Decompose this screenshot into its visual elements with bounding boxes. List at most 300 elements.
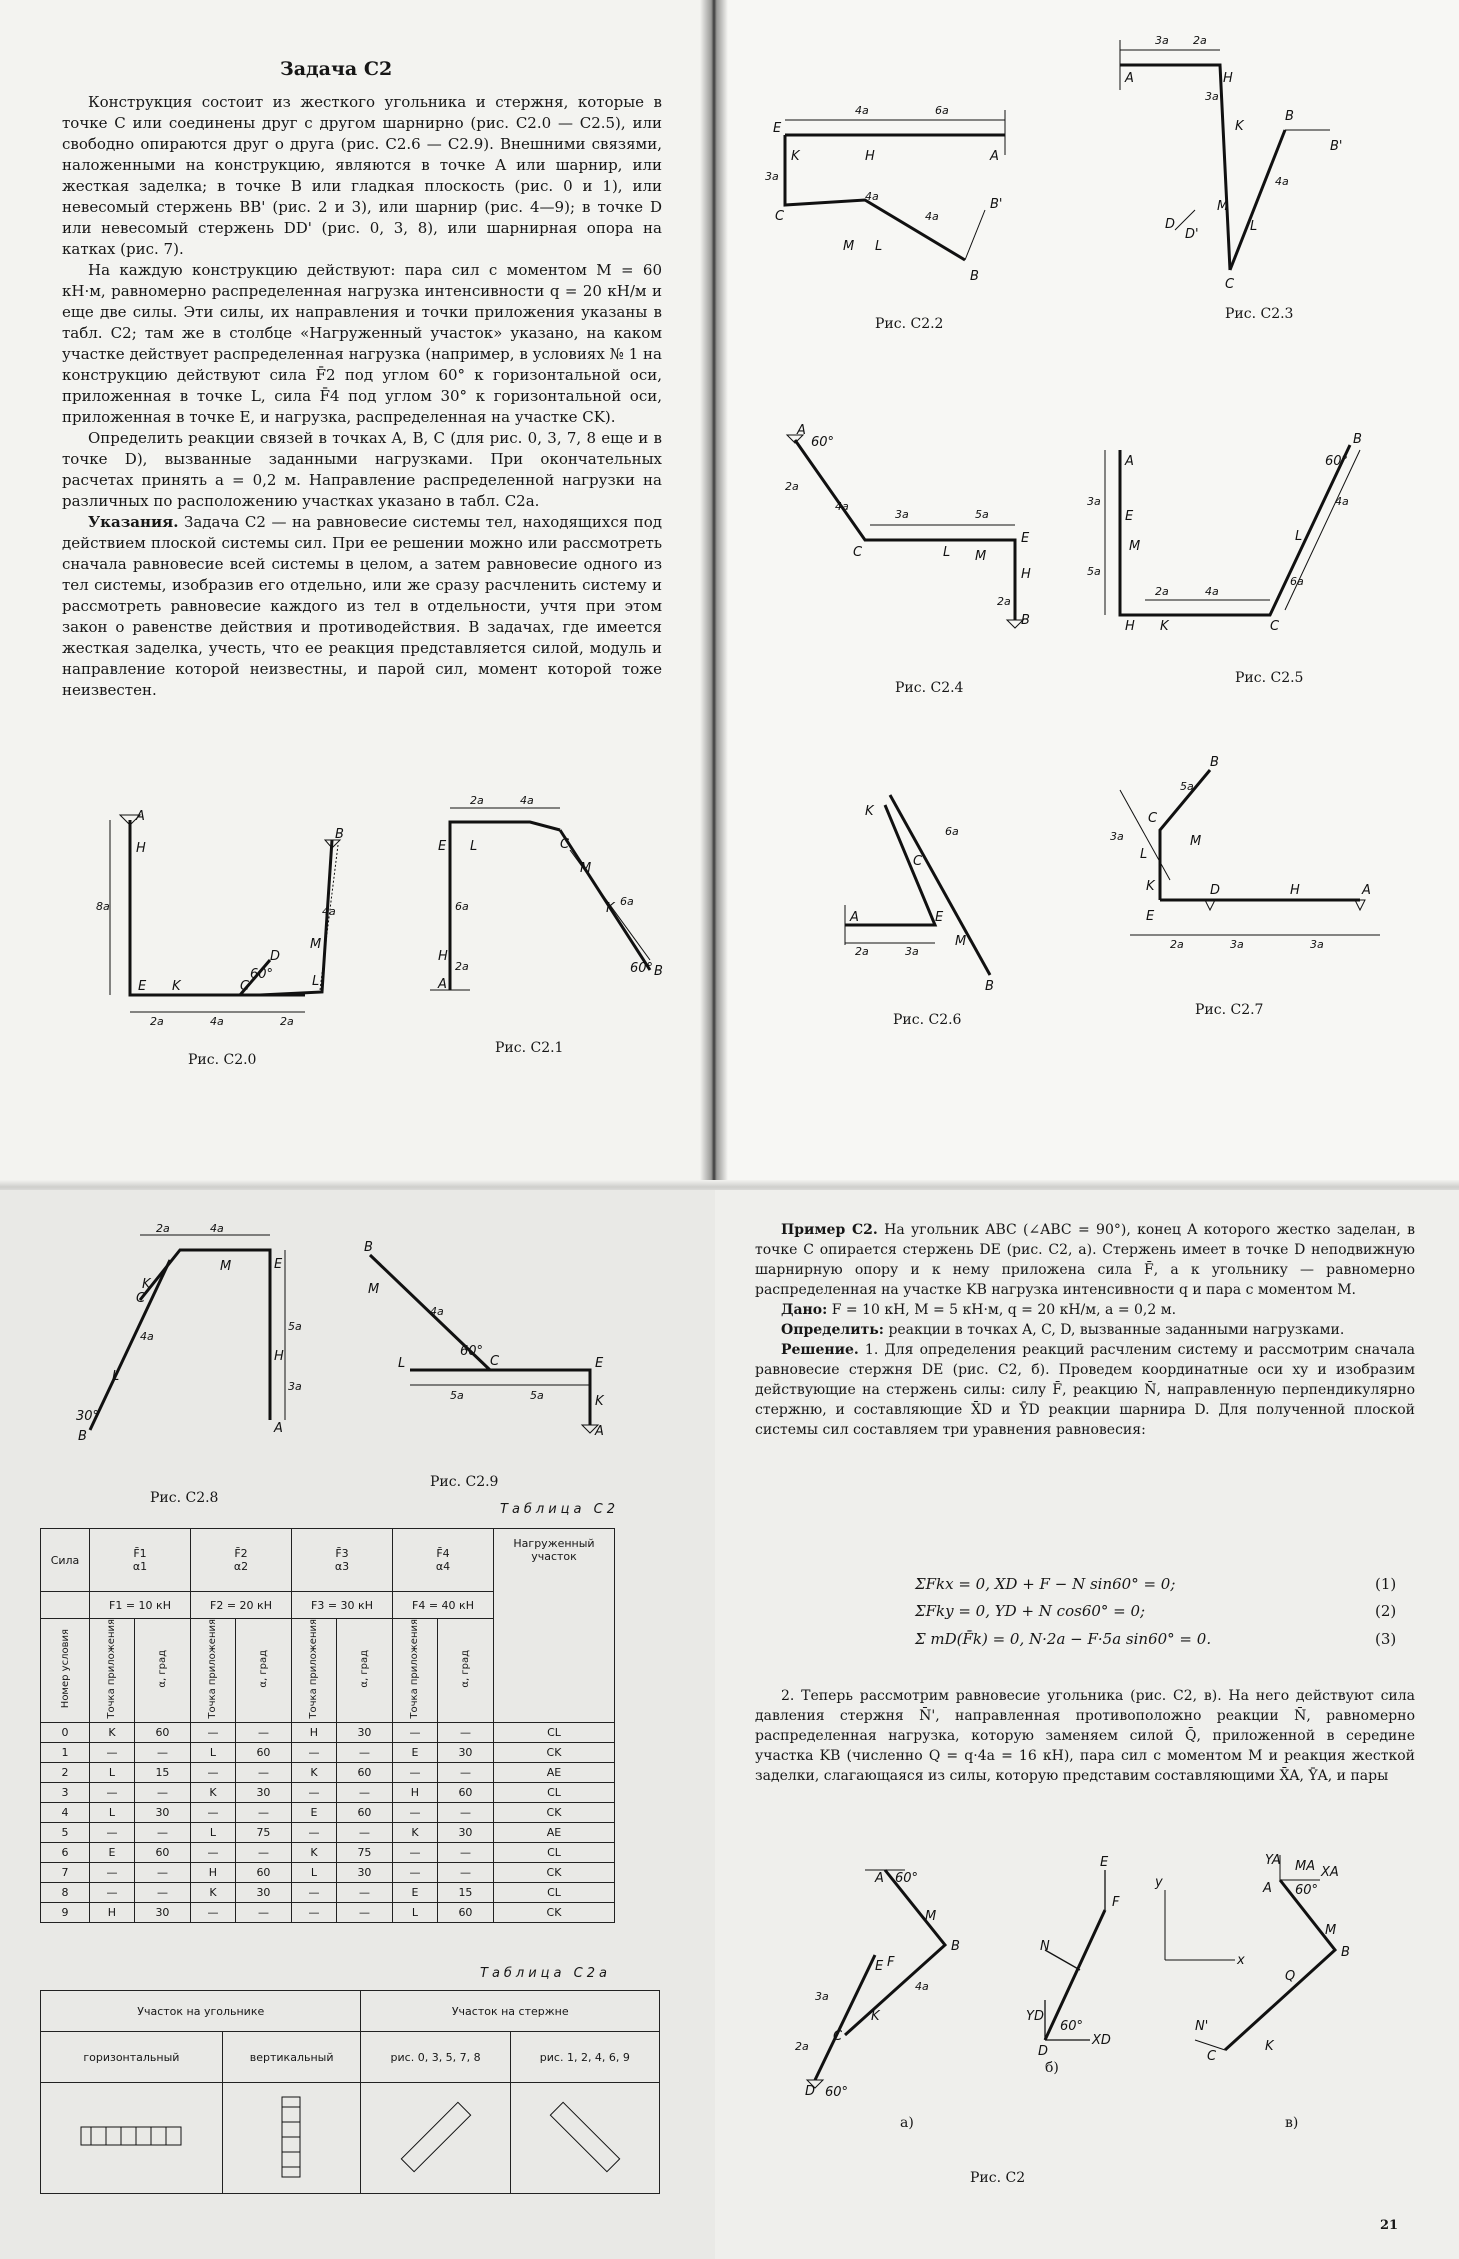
svg-text:K: K — [791, 149, 800, 164]
t2a-rod-header: Участок на стержне — [361, 1991, 660, 2032]
table-cell: — — [437, 1862, 493, 1882]
table-cell: — — [235, 1762, 291, 1782]
svg-text:6a: 6a — [620, 895, 634, 908]
table-cell: L — [292, 1862, 337, 1882]
t2a-figs-b: рис. 1, 2, 4, 6, 9 — [510, 2032, 659, 2083]
svg-text:A: A — [797, 423, 806, 438]
table-cell: E — [292, 1802, 337, 1822]
svg-text:H: H — [136, 841, 146, 856]
svg-text:C: C — [913, 854, 923, 869]
table-row — [41, 1842, 615, 1862]
figure-c2-4-caption: Рис. С2.4 — [895, 680, 964, 696]
table-cell: 60 — [336, 1802, 392, 1822]
figure-c2-a-label: а) — [900, 2115, 914, 2131]
svg-text:A: A — [875, 1871, 884, 1886]
svg-text:60°: 60° — [1060, 2019, 1084, 2034]
svg-text:A: A — [595, 1424, 604, 1439]
page-title: Задача С2 — [280, 58, 393, 80]
svg-text:N': N' — [1195, 2019, 1209, 2034]
equation-2-number: (2) — [1375, 1602, 1397, 1620]
svg-text:60°: 60° — [250, 967, 274, 982]
table-cell: — — [235, 1902, 291, 1922]
table-cell: — — [437, 1802, 493, 1822]
svg-text:B: B — [364, 1240, 373, 1255]
table-cell: E — [393, 1882, 438, 1902]
example-paragraph: Пример С2. На угольник ABC (∠ABC = 90°), конец A которого жестко заделан, в точке C опирается стержень DE (рис. С2, а). Стержень имеет в точке D неподвижную шарнирную опору и к нему приложена сила F̄, а к угольнику — равномерно распределенная на участке KB нагрузка интенсивности q и пара с моментом M. — [755, 1222, 1416, 1298]
svg-text:K: K — [1146, 879, 1155, 894]
svg-text:E: E — [1100, 1855, 1109, 1870]
solution-paragraph-1: Решение. 1. Для определения реакций расчленим систему и рассмотрим сначала равновесие стержня DE (рис. С2, б). Проведем координатные оси xy и изобразим действующие на стержень силы: силу F̄, реакцию N̄, направленную перпендикулярно стержню, и составляющие X̄D и ȲD реакции шарнира D. Для полученной плоской системы сил составляем три уравнения равновесия: — [755, 1342, 1415, 1438]
loaded-section-cell: CL — [494, 1882, 615, 1902]
task-paragraph: Определить реакции связей в точках A, B, C (для рис. 0, 3, 7, 8 еще и в точке D), вызванные заданными нагрузками. При окончательных расчетах принять a = 0,2 м. Направление распределенной нагрузки на различных по расположению участках указано в табл. С2а. — [62, 429, 662, 510]
table-cell: H — [393, 1782, 438, 1802]
hint-label: Указания. — [88, 513, 179, 531]
svg-text:y: y — [1155, 1875, 1163, 1890]
table-cell: 30 — [336, 1862, 392, 1882]
table-row — [41, 1782, 615, 1802]
table-row — [41, 1902, 615, 1922]
table-cell: — — [134, 1882, 190, 1902]
example-text — [755, 1220, 1415, 1440]
table-cell: — — [90, 1882, 135, 1902]
svg-text:H: H — [1021, 567, 1031, 582]
figure-c2-0-caption: Рис. С2.0 — [188, 1052, 257, 1068]
svg-text:60°: 60° — [895, 1871, 919, 1886]
equation-2: ΣFky = 0, YD + N cos60° = 0; — [915, 1602, 1146, 1620]
cond-number-header: Номер условия — [59, 1629, 71, 1709]
table-cell: K — [393, 1822, 438, 1842]
figure-c2-5-caption: Рис. С2.5 — [1235, 670, 1304, 686]
equation-1-number: (1) — [1375, 1575, 1397, 1593]
figure-c2-1-caption: Рис. С2.1 — [495, 1040, 564, 1056]
svg-text:6a: 6a — [1290, 575, 1304, 588]
table-cell: — — [393, 1862, 438, 1882]
svg-text:L: L — [398, 1356, 406, 1371]
svg-text:M: M — [368, 1282, 380, 1297]
t2a-load-vertical — [222, 2083, 361, 2194]
table-cell: K — [191, 1782, 236, 1802]
svg-text:C: C — [775, 209, 785, 224]
table-cell: H — [191, 1862, 236, 1882]
table-cell: — — [235, 1802, 291, 1822]
page-number: 21 — [1380, 2218, 1399, 2233]
condition-number-cell: 0 — [41, 1722, 90, 1742]
table-cell: 60 — [437, 1782, 493, 1802]
svg-text:D: D — [1165, 217, 1176, 232]
svg-text:60°: 60° — [460, 1344, 484, 1359]
svg-text:4a: 4a — [1335, 495, 1349, 508]
svg-text:C: C — [1148, 811, 1158, 826]
table-cell: — — [90, 1782, 135, 1802]
svg-text:L: L — [875, 239, 883, 254]
table-cell: — — [393, 1842, 438, 1862]
page-bottom-right — [715, 1190, 1459, 2259]
figure-c2-caption: Рис. С2 — [970, 2170, 1026, 2186]
table-cell: — — [134, 1742, 190, 1762]
svg-text:E: E — [1021, 531, 1030, 546]
loaded-section-cell: CL — [494, 1722, 615, 1742]
svg-text:5a: 5a — [450, 1389, 464, 1402]
svg-text:4a: 4a — [1275, 175, 1289, 188]
find-paragraph: Определить: реакции в точках A, C, D, вызванные заданными нагрузками. — [781, 1322, 1345, 1338]
hint-text: Задача С2 — на равновесие системы тел, находящихся под действием плоской системы сил. При ее решении можно или рассмотреть сначала равновесие всей системы в целом, а затем равновесие одного из тел системы, изобразив его отдельно, или же сразу расчленить систему и рассмотреть равновесие каждого из тел в отдельности, учтя при этом закон о равенстве действия и противодействия. В задачах, где имеется жесткая заделка, учесть, что ее реакция представляется силой, модуль и направление которой неизвестны, и парой сил, момент которой тоже неизвестен. — [62, 513, 662, 699]
svg-text:5a: 5a — [530, 1389, 544, 1402]
svg-text:K: K — [1160, 619, 1169, 634]
svg-text:K: K — [871, 2009, 880, 2024]
table-cell: 60 — [235, 1862, 291, 1882]
table-cell: — — [191, 1802, 236, 1822]
svg-text:M: M — [1190, 834, 1202, 849]
loaded-section-cell: CK — [494, 1802, 615, 1822]
svg-text:4a: 4a — [430, 1305, 444, 1318]
t2a-load-rod-b — [510, 2083, 659, 2194]
condition-number-cell: 4 — [41, 1802, 90, 1822]
svg-text:YA: YA — [1265, 1853, 1281, 1868]
loaded-section-cell: CK — [494, 1862, 615, 1882]
table-cell: 30 — [437, 1742, 493, 1762]
figure-c2-c-label: в) — [1285, 2115, 1299, 2131]
page-top-right — [715, 0, 1459, 1190]
table-cell: — — [336, 1822, 392, 1842]
svg-text:B: B — [985, 979, 994, 994]
svg-text:4a: 4a — [520, 794, 534, 807]
t2a-corner-header: Участок на угольнике — [41, 1991, 361, 2032]
figure-c2-2 — [765, 40, 1035, 310]
svg-text:E: E — [138, 979, 147, 994]
table-row — [41, 1742, 615, 1762]
svg-text:K: K — [172, 979, 181, 994]
svg-text:2a: 2a — [997, 595, 1011, 608]
table-row — [41, 1882, 615, 1902]
loads-paragraph: На каждую конструкцию действуют: пара сил с моментом M = 60 кН·м, равномерно распределенная нагрузка интенсивности q = 20 кН/м и еще две силы. Эти силы, их направления и точки приложения указаны в табл. С2; там же в столбце «Нагруженный участок» указано, на каком участке действует распределенная нагрузка (например, в условиях № 1 на конструкцию действуют сила F̄2 под углом 60° к горизонтальной оси, приложенная в точке L, сила F̄4 под углом 30° к горизонтальной оси, приложенная в точке E, и нагрузка, распределенная на участке CK). — [62, 261, 662, 426]
figure-c2-6-caption: Рис. С2.6 — [893, 1012, 962, 1028]
svg-text:A: A — [274, 1421, 283, 1436]
svg-text:2a: 2a — [795, 2040, 809, 2053]
svg-text:B': B' — [1330, 139, 1343, 154]
svg-text:A: A — [1125, 454, 1134, 469]
table-cell: — — [437, 1722, 493, 1742]
table-cell: — — [90, 1742, 135, 1762]
table-cell: — — [292, 1782, 337, 1802]
table-cell: — — [90, 1862, 135, 1882]
svg-text:3a: 3a — [1205, 90, 1219, 103]
table-cell: — — [437, 1842, 493, 1862]
svg-text:M: M — [955, 934, 967, 949]
table-cell: — — [393, 1802, 438, 1822]
figure-c2-3-caption: Рис. С2.3 — [1225, 306, 1294, 322]
svg-text:L: L — [470, 839, 478, 854]
condition-number-cell: 3 — [41, 1782, 90, 1802]
svg-text:A: A — [438, 977, 447, 992]
svg-text:60°: 60° — [811, 435, 835, 450]
table-cell: 30 — [134, 1902, 190, 1922]
svg-text:60°: 60° — [630, 961, 654, 976]
table-cell: L — [191, 1822, 236, 1842]
svg-text:MA: MA — [1295, 1859, 1316, 1874]
svg-text:F: F — [1112, 1895, 1120, 1910]
table-cell: L — [191, 1742, 236, 1762]
svg-text:XD: XD — [1092, 2033, 1111, 2048]
figure-c2-9 — [350, 1235, 680, 1445]
force-4-value: F4 = 40 кН — [393, 1592, 494, 1619]
header-loaded-section: Нагруженный участок — [494, 1529, 615, 1723]
table-cell: — — [235, 1722, 291, 1742]
table-row — [41, 1802, 615, 1822]
svg-text:L: L — [1250, 219, 1258, 234]
svg-text:B': B' — [990, 197, 1003, 212]
svg-text:2a: 2a — [156, 1222, 170, 1235]
condition-number-cell: 1 — [41, 1742, 90, 1762]
loaded-section-cell: CK — [494, 1742, 615, 1762]
svg-text:2a: 2a — [455, 960, 469, 973]
svg-text:H: H — [274, 1349, 284, 1364]
svg-text:M: M — [1217, 199, 1229, 214]
table-cell: 15 — [134, 1762, 190, 1782]
svg-text:4a: 4a — [915, 1980, 929, 1993]
svg-text:B: B — [1341, 1945, 1350, 1960]
svg-text:6a: 6a — [455, 900, 469, 913]
svg-text:3a: 3a — [1087, 495, 1101, 508]
figure-c2-b — [1020, 1850, 1150, 2080]
svg-text:2a: 2a — [470, 794, 484, 807]
condition-number-cell: 2 — [41, 1762, 90, 1782]
given-paragraph: Дано: F = 10 кН, M = 5 кН·м, q = 20 кН/м, a = 0,2 м. — [781, 1302, 1177, 1318]
svg-text:2a: 2a — [1155, 585, 1169, 598]
svg-text:M: M — [220, 1259, 232, 1274]
svg-text:E: E — [1125, 509, 1134, 524]
table-cell: H — [292, 1722, 337, 1742]
svg-text:4a: 4a — [855, 104, 869, 117]
table-cell: — — [292, 1882, 337, 1902]
svg-text:K: K — [1265, 2039, 1274, 2054]
svg-text:C: C — [833, 2029, 843, 2044]
table-cell: L — [393, 1902, 438, 1922]
figure-c2-8-caption: Рис. С2.8 — [150, 1490, 219, 1506]
svg-text:5a: 5a — [1180, 780, 1194, 793]
svg-text:3a: 3a — [905, 945, 919, 958]
table-cell: — — [336, 1742, 392, 1762]
table-row — [41, 1862, 615, 1882]
table-cell: — — [393, 1722, 438, 1742]
svg-text:4a: 4a — [322, 905, 336, 918]
figure-c2-1 — [410, 790, 680, 1010]
hint-paragraph — [62, 512, 662, 701]
svg-text:3a: 3a — [1155, 34, 1169, 47]
t2a-horizontal: горизонтальный — [41, 2032, 223, 2083]
table-row — [41, 1822, 615, 1842]
figure-c2-2-caption: Рис. С2.2 — [875, 316, 944, 332]
svg-text:E: E — [1146, 909, 1155, 924]
svg-text:L: L — [1295, 529, 1303, 544]
table-cell: 75 — [235, 1822, 291, 1842]
svg-text:C: C — [1270, 619, 1280, 634]
svg-text:C: C — [136, 1291, 146, 1306]
svg-text:B: B — [1210, 755, 1219, 770]
force-3-value: F3 = 30 кН — [292, 1592, 393, 1619]
table-cell: — — [437, 1762, 493, 1782]
svg-text:K: K — [142, 1277, 151, 1292]
svg-text:2a: 2a — [150, 1015, 164, 1028]
header-force-3: F̄3 α3 — [292, 1529, 393, 1592]
loaded-section-cell: CL — [494, 1842, 615, 1862]
solution-text-2 — [755, 1686, 1415, 1786]
header-force-1: F̄1 α1 — [90, 1529, 191, 1592]
svg-text:N: N — [1040, 1939, 1050, 1954]
svg-text:B: B — [1285, 109, 1294, 124]
figure-c2-4 — [775, 410, 1075, 640]
table-cell: E — [393, 1742, 438, 1762]
table-cell: — — [134, 1862, 190, 1882]
table-cell: 60 — [134, 1722, 190, 1742]
table-cell: — — [292, 1742, 337, 1762]
svg-text:D: D — [270, 949, 281, 964]
svg-text:M: M — [310, 937, 322, 952]
svg-text:30°: 30° — [76, 1409, 100, 1424]
figure-c2-a — [775, 1850, 1015, 2120]
svg-text:A: A — [1263, 1881, 1272, 1896]
svg-text:2a: 2a — [280, 1015, 294, 1028]
svg-text:2a: 2a — [1170, 938, 1184, 951]
svg-text:B: B — [951, 1939, 960, 1954]
svg-text:K: K — [606, 901, 615, 916]
condition-number-cell: 8 — [41, 1882, 90, 1902]
svg-text:H: H — [438, 949, 448, 964]
figure-c2-0 — [90, 800, 350, 1040]
svg-text:H: H — [1125, 619, 1135, 634]
table-c2-header-row — [41, 1529, 615, 1592]
page-top-left — [0, 0, 715, 1190]
svg-text:E: E — [773, 121, 782, 136]
svg-text:L: L — [943, 545, 951, 560]
figure-c2-8 — [70, 1220, 310, 1450]
svg-text:H: H — [865, 149, 875, 164]
table-c2 — [40, 1528, 615, 1923]
table-c2a-title: Таблица С2а — [480, 1966, 611, 1981]
svg-text:L: L — [1140, 847, 1148, 862]
equation-1: ΣFkx = 0, XD + F − N sin60° = 0; — [915, 1575, 1176, 1593]
table-cell: — — [134, 1782, 190, 1802]
t2a-figs-a: рис. 0, 3, 5, 7, 8 — [361, 2032, 510, 2083]
table-cell: L — [90, 1802, 135, 1822]
condition-number-cell: 6 — [41, 1842, 90, 1862]
figure-c2-5 — [1085, 425, 1385, 655]
svg-text:B: B — [654, 964, 663, 979]
svg-text:6a: 6a — [945, 825, 959, 838]
svg-text:E: E — [875, 1959, 884, 1974]
svg-text:M: M — [1129, 539, 1141, 554]
table-cell: — — [191, 1762, 236, 1782]
condition-number-cell: 9 — [41, 1902, 90, 1922]
svg-text:C: C — [240, 979, 250, 994]
svg-text:F: F — [887, 1955, 895, 1970]
svg-text:Q: Q — [1285, 1969, 1296, 1984]
table-cell: 30 — [437, 1822, 493, 1842]
svg-text:4a: 4a — [140, 1330, 154, 1343]
table-cell: 30 — [235, 1782, 291, 1802]
figure-c2-7-caption: Рис. С2.7 — [1195, 1002, 1264, 1018]
svg-text:C: C — [1207, 2049, 1217, 2064]
force-1-value: F1 = 10 кН — [90, 1592, 191, 1619]
table-cell: — — [336, 1882, 392, 1902]
svg-text:A: A — [1125, 71, 1134, 86]
svg-text:A: A — [136, 809, 145, 824]
table-cell: — — [191, 1902, 236, 1922]
svg-text:D: D — [805, 2084, 816, 2099]
figure-c2-6 — [825, 785, 1025, 995]
svg-text:H: H — [1223, 71, 1233, 86]
svg-text:4a: 4a — [865, 190, 879, 203]
svg-text:D: D — [1210, 883, 1221, 898]
svg-text:4a: 4a — [835, 500, 849, 513]
table-c2a — [40, 1990, 660, 2194]
condition-number-cell: 7 — [41, 1862, 90, 1882]
svg-text:3a: 3a — [1230, 938, 1244, 951]
svg-text:A: A — [850, 910, 859, 925]
table-cell: H — [90, 1902, 135, 1922]
svg-text:H: H — [1290, 883, 1300, 898]
svg-text:3a: 3a — [765, 170, 779, 183]
svg-text:B: B — [335, 827, 344, 842]
svg-text:K: K — [595, 1394, 604, 1409]
svg-text:60°: 60° — [1295, 1883, 1319, 1898]
header-force: Сила — [41, 1529, 90, 1592]
figure-c2-3 — [1075, 20, 1355, 290]
table-cell: — — [90, 1822, 135, 1842]
table-c2-title: Таблица С2 — [500, 1502, 619, 1517]
svg-text:A: A — [1362, 883, 1371, 898]
svg-text:D': D' — [1185, 227, 1199, 242]
svg-text:4a: 4a — [210, 1015, 224, 1028]
svg-text:K: K — [865, 804, 874, 819]
svg-text:2a: 2a — [785, 480, 799, 493]
svg-text:2a: 2a — [1193, 34, 1207, 47]
table-cell: 60 — [134, 1842, 190, 1862]
svg-text:3a: 3a — [288, 1380, 302, 1393]
svg-text:4a: 4a — [925, 210, 939, 223]
page-bottom-left — [0, 1190, 715, 2259]
equation-3-number: (3) — [1375, 1630, 1397, 1648]
svg-text:3a: 3a — [1310, 938, 1324, 951]
table-row — [41, 1762, 615, 1782]
table-cell: 75 — [336, 1842, 392, 1862]
table-cell: 60 — [437, 1902, 493, 1922]
loaded-section-cell: CL — [494, 1782, 615, 1802]
figure-c2-9-caption: Рис. С2.9 — [430, 1474, 499, 1490]
table-cell: — — [336, 1902, 392, 1922]
svg-text:YD: YD — [1026, 2009, 1044, 2024]
loaded-section-cell: AE — [494, 1762, 615, 1782]
header-force-2: F̄2 α2 — [191, 1529, 292, 1592]
table-cell: — — [292, 1822, 337, 1842]
svg-text:M: M — [925, 1909, 937, 1924]
svg-text:E: E — [274, 1257, 283, 1272]
table-row — [41, 1722, 615, 1742]
condition-number-cell: 5 — [41, 1822, 90, 1842]
svg-text:XA: XA — [1321, 1865, 1339, 1880]
svg-text:4a: 4a — [210, 1222, 224, 1235]
svg-text:3a: 3a — [815, 1990, 829, 2003]
t2a-load-horizontal — [41, 2083, 223, 2194]
solution-paragraph-2: 2. Теперь рассмотрим равновесие угольника (рис. С2, в). На него действуют сила давления стержня N̄', направленная противоположно реакции N̄, равномерно распределенная нагрузка, которую заменяем силой Q̄, приложенной в середине участка KB (численно Q = q·4a = 16 кН), пара сил с моментом M и реакция жесткой заделки, слагающаяся из силы, которую представим составляющими X̄A, ȲA, и пары — [755, 1688, 1415, 1784]
svg-text:C: C — [853, 545, 863, 560]
table-cell: 15 — [437, 1882, 493, 1902]
table-cell: — — [134, 1822, 190, 1842]
table-cell: 60 — [336, 1762, 392, 1782]
table-c2-body — [41, 1722, 615, 1922]
svg-text:B: B — [1021, 613, 1030, 628]
intro-paragraph: Конструкция состоит из жесткого угольника и стержня, которые в точке C или соединены друг с другом шарнирно (рис. С2.0 — С2.5), или свободно опираются друг о друга (рис. С2.6 — С2.9). Внешними связями, наложенными на конструкцию, являются в точке A или шарнир, или жесткая заделка; в точке B или гладкая плоскость (рис. 0 и 1), или невесомый стержень BB' (рис. 2 и 3), или шарнир (рис. 4—9); в точке D или невесомый стержень DD' (рис. 0, 3, 8), или шарнирная опора на катках (рис. 7). — [62, 93, 662, 258]
svg-text:M: M — [843, 239, 855, 254]
